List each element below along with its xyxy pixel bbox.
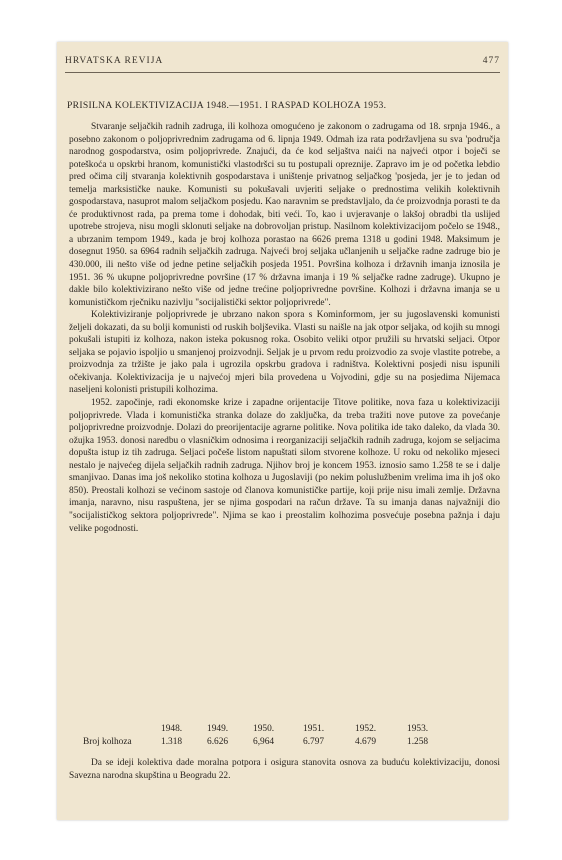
year-cell: 1950. (253, 724, 275, 734)
values-row (69, 736, 455, 749)
paragraph: Stvaranje seljačkih radnih zadruga, ili kolhoza omogućeno je zakonom o zadrugama od 18. srpnja 1946., a posebno zakonom o poljoprivrednim zadrugama od 6. lipnja 1949. Odmah iza rata podržavljena su sva 'područja narodnog gospodarstva, osim poljoprivrede. Znajući, da će kod seljaštva naići na najveći otpor i boječi se poteškoća u opskrbi hranom, komunistički vlastodršci su tu postupali opreznije. Zapravo im je od početka lebdio pred očima cilj stvaranja kolektivnih gospodarstava i uništenje privatnog seljačkog 'posjeda, jer je to jedan od temelja marksističke nauke. Komunisti su pokušavali uvjeriti seljake o prednostima velikih kolektivnih gospodarstava, nasuprot malom seljačkom posjedu. Kao naravnim se predstavljalo, da će proizvodnja porasti te da će produktivnost rada, pa prema tome i dohodak, biti veći. To, kao i uvjeravanje o lakšoj obradbi tla uslijed upotrebe strojeva, nisu mogli sklonuti seljake na dobrovoljan pristup. Nasilnom kolektivizacijom počelo se 1948., a ubrzanim tempom 1949., kada je broj kolhoza porastao na 6626 prema 1318 u godini 1948. Maksimum je dosegnut 1950. sa 6964 radnih seljačkih zadruga. Najveći broj seljaka učlanjenih u seljačke radne zadruge bio je 430.000, ili nešto više od jedne petine seljačkih posjeda 1951. Površina kolhoza i državnih imanja iznosila je 1951. 36 % ukupne poljoprivredne površine (17 % državna imanja i 19 % seljačke radne zadruge). Ukupno je dakle bilo kolektivizirano nešto više od jedne trećine poljoprivredne površine. Kolhozi i državna imanja se u komunističkom rječniku nazivlju "socijalistički sektor poljoprivrede". (69, 122, 500, 308)
year-cell: 1948. (161, 724, 183, 734)
value-cell: 6.626 (207, 736, 229, 747)
page-number: 477 (482, 56, 500, 66)
value-cell: 6.797 (303, 736, 325, 747)
year-cell: 1952. (355, 724, 377, 734)
article-title: PRISILNA KOLEKTIVIZACIJA 1948.—1951. I RASPAD KOLHOZA 1953. (67, 100, 387, 111)
value-cell: 1.318 (161, 736, 183, 747)
value-cell: 6,964 (253, 736, 275, 747)
year-cell: 1949. (207, 724, 229, 734)
paragraph: Da se ideji kolektiva dade moralna potpora i osigura stanovita osnova za buduću kolektivizaciju, donosi Savezna narodna skupština u Beogradu 22. (69, 758, 500, 781)
journal-name: HRVATSKA REVIJA (65, 56, 164, 66)
book-page (57, 42, 508, 820)
running-header (65, 56, 500, 66)
value-cell: 1.258 (407, 736, 429, 747)
closing-text (69, 757, 500, 782)
header-rule (65, 72, 500, 73)
year-cell: 1953. (407, 724, 429, 734)
row-label: Broj kolhoza (83, 736, 132, 747)
kolhoz-count-table (69, 723, 500, 748)
year-cell: 1951. (303, 724, 325, 734)
article-body (69, 121, 500, 535)
value-cell: 4.679 (355, 736, 377, 747)
paragraph: 1952. započinje, radi ekonomske krize i zapadne orijentacije Titove politike, nova faza u kolektivizaciji poljoprivrede. Vlada i komunistička stranka dolaze do zaključka, da treba tražiti nove putove za povećanje poljoprivredne proizvodnje. Dolazi do preorijentacije agrarne politike. Nova politika ide tako daleko, da vlada 30. ožujka 1953. donosi naredbu o vlasničkim odnosima i reorganizaciji seljačkih radnih zadruga, kojom se seljacima dopušta istup iz tih zadruga. Seljaci počeše listom napuštati silom stvorene kolhoze. U roku od nekoliko mjeseci nestalo je najvećeg dijela seljačkih radnih zadruga. Njihov broj je koncem 1953. iznosio samo 1.258 te se i dalje smanjivao. Danas ima još nekoliko stotina kolhoza u Jugoslaviji (po nekim poluslužbenim vrelima ima ih još oko 850). Preostali kolhozi se većinom sastoje od članova komunističke partije, koji prije nisu imali zemlje. Državna imanja, naravno, nisu raspuštena, jer se njima gospodari na račun države. Ta su imanja danas najvažniji dio "socijalističkog sektora poljoprivrede". Njima se kao i preostalim kolhozima posvećuje posebna pažnja i daju velike pogodnosti. (69, 398, 500, 534)
paragraph: Kolektiviziranje poljoprivrede je ubrzano nakon spora s Kominformom, jer su jugoslavenski komunisti željeli dokazati, da su bolji komunisti od ruskih boljševika. Vlasti su naišle na jak otpor seljaka, od kojih su mnogi pokušali istupiti iz kolhoza, nakon isteka pokusnog roka. Osobito veliki otpor pružili su hrvatski seljaci. Otpor seljaka se pojavio ispoljio u smanjenoj proizvodnji. Seljak je u prvom redu proizvodio za svoje vlastite potrebe, a proizvodnja za tržište je jako pala i ugrozila opskrbu gradova i radništva. Kolektivni posjedi nisu ispunili očekivanja. Kolektivizacija je u najvećoj mjeri bila provedena u Vojvodini, gdje su na posjedima Nijemaca naseljeni kolonisti pristupili kolhozima. (69, 310, 500, 396)
years-row (69, 723, 455, 736)
